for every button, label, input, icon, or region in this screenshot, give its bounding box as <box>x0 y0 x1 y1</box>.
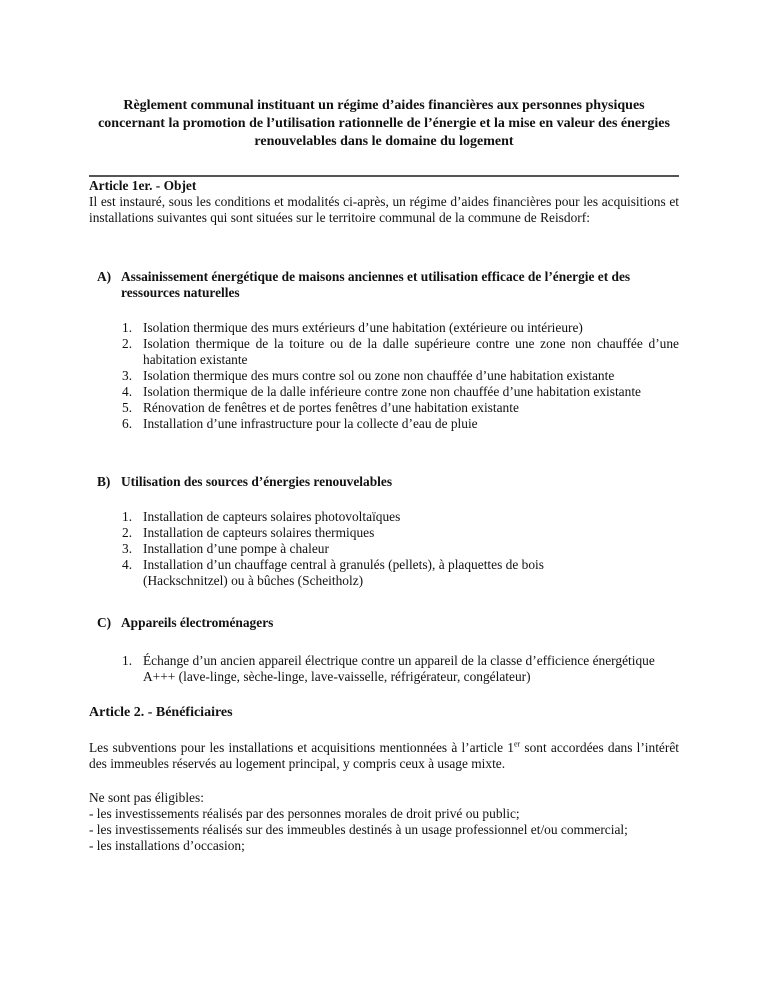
section-c-heading <box>97 615 679 631</box>
not-eligible-item: - les investissements réalisés sur des immeubles destinés à un usage professionnel et/ou commercial; <box>89 822 628 837</box>
section-label: B) <box>97 474 111 489</box>
list-item: 4. Installation d’un chauffage central à granulés (pellets), à plaquettes de bois (Hackschnitzel) ou à bûches (Scheitholz) <box>122 557 544 588</box>
list-item: 1. Installation de capteurs solaires photovoltaïques <box>122 509 401 524</box>
article-2-heading: Article 2. - Bénéficiaires <box>89 705 233 720</box>
list-item: 5. Rénovation de fenêtres et de portes fenêtres d’une habitation existante <box>122 400 519 415</box>
section-b-heading <box>97 474 679 490</box>
section-title: Appareils électroménagers <box>121 615 274 630</box>
list-item: 2. Installation de capteurs solaires thermiques <box>122 525 375 540</box>
document-title: Règlement communal instituant un régime d’aides financières aux personnes physiques concernant la promotion de l’utilisation rationnelle de l’énergie et la mise en valeur des énergies renouvelables dans le domaine du logement <box>98 98 670 149</box>
section-a-list <box>122 320 679 432</box>
not-eligible-item: - les investissements réalisés par des personnes morales de droit privé ou public; <box>89 806 520 821</box>
section-c-list <box>122 653 679 685</box>
article-2-paragraph: Les subventions pour les installations et acquisitions mentionnées à l’article 1er sont accordées dans l’intérêt des immeubles réservés au logement principal, y compris ceux à usage mixte. <box>89 739 679 771</box>
section-title: Assainissement énergétique de maisons anciennes et utilisation efficace de l’énergie et des ressources naturelles <box>121 269 631 300</box>
list-item: 1. Isolation thermique des murs extérieurs d’une habitation (extérieure ou intérieure) <box>122 320 583 335</box>
not-eligible-item: - les installations d’occasion; <box>89 838 245 853</box>
list-item: 4. Isolation thermique de la dalle inférieure contre zone non chauffée d’une habitation existante <box>122 384 641 399</box>
list-item: 3. Isolation thermique des murs contre sol ou zone non chauffée d’une habitation existante <box>122 368 615 383</box>
section-label: C) <box>97 615 112 630</box>
section-b-list <box>122 509 679 589</box>
section-title: Utilisation des sources d’énergies renouvelables <box>121 474 393 489</box>
list-item: 1. Échange d’un ancien appareil électrique contre un appareil de la classe d’efficience énergétique A+++ (lave-linge, sèche-linge, lave-vaisselle, réfrigérateur, congélateur) <box>122 653 655 684</box>
title-divider <box>89 175 679 177</box>
list-item: 3. Installation d’une pompe à chaleur <box>122 541 329 556</box>
not-eligible-heading: Ne sont pas éligibles: <box>89 790 204 805</box>
section-label: A) <box>97 269 112 284</box>
section-a-heading <box>97 269 679 301</box>
list-item: 6. Installation d’une infrastructure pour la collecte d’eau de pluie <box>122 416 478 431</box>
article-1-heading: Article 1er. - Objet <box>89 178 197 193</box>
list-item: 2. Isolation thermique de la toiture ou de la dalle supérieure contre une zone non chauffée d’une habitation existante <box>122 336 679 367</box>
article-1-intro: Il est instauré, sous les conditions et modalités ci-après, un régime d’aides financières pour les acquisitions et installations suivantes qui sont situées sur le territoire communal de la commune de Reisdorf: <box>89 194 679 225</box>
